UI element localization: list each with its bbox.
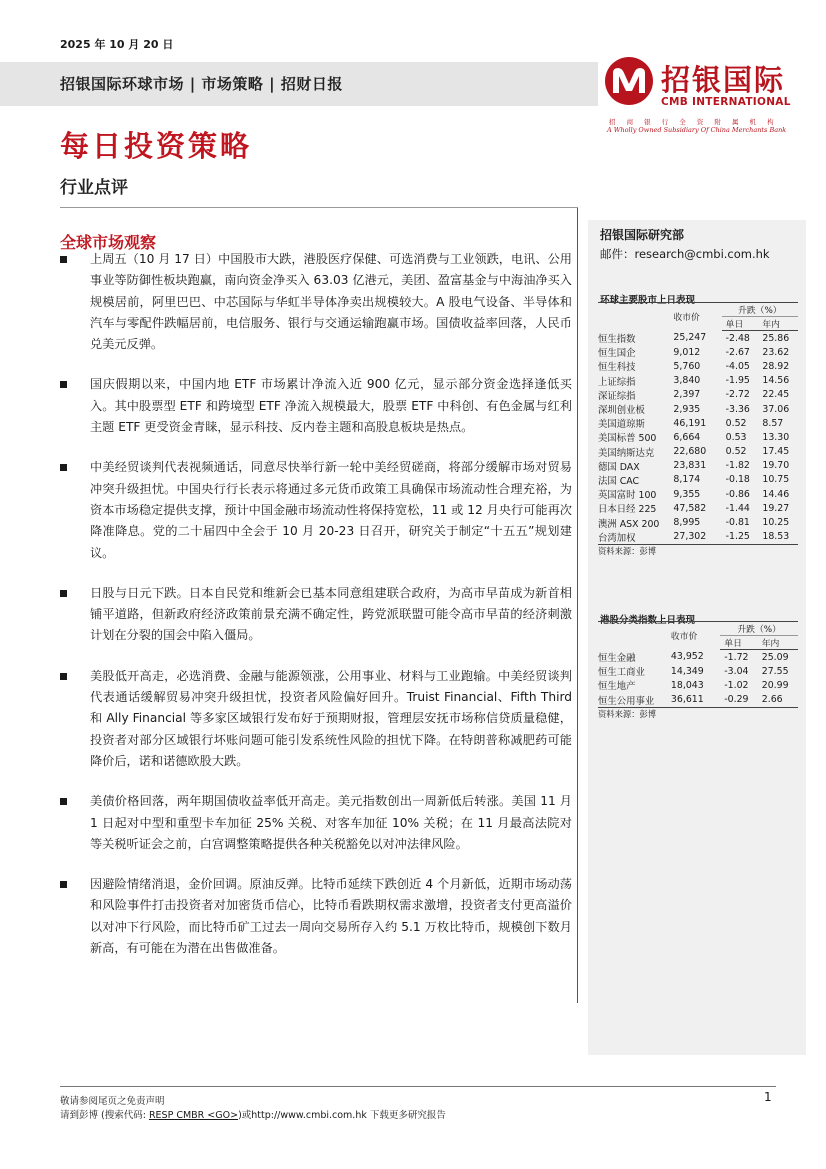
- list-item: [60, 666, 572, 772]
- ytd-change: 19.27: [762, 502, 790, 514]
- bullet-square-icon: [60, 673, 67, 680]
- ytd-change: 8.57: [762, 417, 784, 429]
- table-row: [598, 515, 798, 529]
- close-value: 2,935: [673, 403, 701, 415]
- disclaimer-note: 敬请参阅尾页之免责声明: [60, 1096, 165, 1107]
- close-value: 3,840: [673, 375, 701, 387]
- day-change: -0.18: [725, 474, 750, 486]
- footer-divider: [60, 1086, 776, 1087]
- close-value: 8,174: [673, 474, 701, 486]
- day-change: -0.86: [725, 488, 750, 500]
- day-change: -0.81: [725, 517, 750, 529]
- day-change: -0.29: [720, 693, 759, 708]
- day-change: -2.67: [725, 346, 750, 358]
- day-change: -1.82: [725, 460, 750, 472]
- close-value: 6,664: [673, 431, 701, 443]
- table-source: 资料来源：彭博: [598, 709, 657, 720]
- footer-middle: )或: [238, 1110, 252, 1121]
- close-value: 9,355: [673, 488, 701, 500]
- close-value: 46,191: [673, 417, 707, 429]
- index-name: 澳洲 ASX 200: [598, 518, 660, 530]
- ytd-change: 10.75: [762, 474, 790, 486]
- divider: [60, 207, 578, 208]
- research-dept: 招银国际研究部: [600, 228, 685, 242]
- table-row: [598, 693, 798, 708]
- list-item: [60, 583, 572, 647]
- close-value: 9,012: [673, 346, 701, 358]
- day-change: -1.02: [724, 679, 749, 691]
- ytd-change: 28.92: [762, 360, 790, 372]
- col-ytd: 年内: [760, 636, 798, 650]
- bullet-square-icon: [60, 381, 67, 388]
- index-name: 德国 DAX: [598, 461, 640, 473]
- table-row: [598, 445, 798, 459]
- global-markets-table: [598, 302, 798, 558]
- footer-suffix: 下载更多研究报告: [366, 1110, 446, 1121]
- ytd-change: 23.62: [762, 346, 790, 358]
- close-value: 25,247: [673, 332, 707, 344]
- table-row: [598, 664, 798, 678]
- close-value: 18,043: [670, 679, 704, 691]
- table-header-row: [598, 622, 798, 636]
- close-value: 23,831: [673, 460, 707, 472]
- bullet-square-icon: [60, 256, 67, 263]
- list-item: [60, 457, 572, 563]
- table-row: [598, 487, 798, 501]
- day-change: -1.44: [725, 502, 750, 514]
- list-item: [60, 791, 572, 855]
- ytd-change: 25.09: [761, 651, 789, 663]
- table-row: [598, 388, 798, 402]
- table-row: [598, 345, 798, 359]
- logo-chinese-name: 招银国际: [661, 63, 786, 97]
- table-header-row: [598, 303, 798, 317]
- ytd-change: 13.30: [762, 431, 790, 443]
- close-value: 47,582: [673, 502, 707, 514]
- bullet-text: 日股与日元下跌。日本自民党和维新会已基本同意组建联合政府，为高市早苗成为新首相铺平道路，但新政府经济政策前景充满不确定性，跨党派联盟可能令高市早苗的经济刺激计划在分裂的国会中陷入僵局。: [90, 585, 572, 643]
- close-value: 8,995: [673, 517, 701, 529]
- table-row: [598, 678, 798, 692]
- list-item: [60, 874, 572, 959]
- bullet-text: 中美经贸谈判代表视频通话，同意尽快举行新一轮中美经贸磋商，将部分缓解市场对贸易冲突升级担忧。中国央行行长表示将通过多元货币政策工具确保市场流动性合理充裕，为资本市场稳定提供支撑，预计中国金融市场流动性将保持宽松，11 或 12 月央行可能再次降准降息。党的二十届四中全会于 10 月 20-23 日召开，研究关于制定“十五五”规划建议。: [90, 460, 572, 560]
- col-close: 收市价: [673, 313, 700, 324]
- index-name: 上证综指: [598, 376, 636, 388]
- list-item: [60, 249, 572, 355]
- ytd-change: 22.45: [762, 389, 790, 401]
- close-value: 2,397: [673, 389, 701, 401]
- section-title: 全球市场观察: [60, 233, 157, 252]
- bullet-text: 上周五（10 月 17 日）中国股市大跌，港股医疗保健、可选消费与工业领跌，电讯、公用事业等防御性板块跑赢，南向资金净买入 63.03 亿港元，美团、盈富基金与中海油净买入规模居前，阿里巴巴、中芯国际与华虹半导体净卖出规模较大。A 股电气设备、半导体和汽车与零配件跌幅居前，电信服务、银行与交通运输跑赢市场。国债收益率回落，人民币兑美元反弹。: [90, 252, 572, 352]
- day-change: -2.48: [725, 332, 750, 344]
- hk-table-title: 港股分类指数上日表现: [600, 615, 696, 626]
- close-value: 43,952: [670, 651, 704, 663]
- index-name: 恒生地产: [598, 681, 636, 693]
- logo-subtitle-en: A Wholly Owned Subsidiary Of China Merchants Bank: [607, 126, 787, 134]
- index-name: 深圳创业板: [598, 405, 645, 417]
- col-change: 升跌（%）: [722, 303, 798, 317]
- report-date: 2025 年 10 月 20 日: [60, 38, 174, 51]
- day-change: -1.25: [722, 530, 761, 545]
- bullet-square-icon: [60, 798, 67, 805]
- breadcrumb: 招银国际环球市场 | 市场策略 | 招财日报: [60, 75, 343, 93]
- ytd-change: 18.53: [760, 530, 798, 545]
- day-change: -3.04: [724, 665, 749, 677]
- footer-prefix: 请到彭博 (搜索代码:: [60, 1110, 149, 1121]
- index-name: 恒生公用事业: [598, 693, 657, 708]
- day-change: 0.52: [725, 446, 747, 458]
- close-value: 22,680: [673, 446, 707, 458]
- table-row: [598, 530, 798, 545]
- index-name: 恒生金融: [598, 652, 636, 664]
- index-name: 台湾加权: [598, 530, 659, 545]
- ytd-change: 37.06: [762, 403, 790, 415]
- footer-download-note: [60, 1107, 446, 1121]
- index-name: 恒生指数: [598, 333, 636, 345]
- day-change: -1.72: [724, 651, 749, 663]
- day-change: -3.36: [725, 403, 750, 415]
- column-divider: [577, 208, 578, 1003]
- list-item: [60, 374, 572, 438]
- table-row: [598, 402, 798, 416]
- day-change: 0.53: [725, 431, 747, 443]
- ytd-change: 27.55: [761, 665, 789, 677]
- table-row: [598, 650, 798, 665]
- index-name: 美国道琼斯: [598, 419, 645, 431]
- day-change: -1.95: [725, 375, 750, 387]
- table-row: [598, 501, 798, 515]
- index-name: 恒生国企: [598, 348, 636, 360]
- hk-sector-table: [598, 621, 798, 721]
- bloomberg-code-link[interactable]: RESP CMBR <GO>: [148, 1110, 239, 1121]
- col-day: 单日: [720, 636, 759, 650]
- col-ytd: 年内: [760, 317, 798, 331]
- page-title: 每日投资策略: [60, 129, 253, 163]
- col-day: 单日: [722, 317, 761, 331]
- close-value: 36,611: [657, 693, 720, 708]
- ytd-change: 17.45: [762, 446, 790, 458]
- day-change: -2.72: [725, 389, 750, 401]
- bullet-text: 美股低开高走，必选消费、金融与能源领涨，公用事业、材料与工业跑输。中美经贸谈判代表通话缓解贸易冲突升级担忧，投资者风险偏好回升。Truist Financial、Fifth Third 和 Ally Financial 等多家区域银行发布好于预期财报，管理层安抚市场称信贷质量稳健，投资者对部分区域银行坏账问题可能引发系统性风险的担忧下降。在特朗普称减肥药可能降价后，诺和诺德欧股大跌。: [90, 668, 572, 768]
- research-email[interactable]: 邮件：research@cmbi.com.hk: [600, 247, 770, 261]
- table-row: [598, 331, 798, 346]
- bullet-square-icon: [60, 464, 67, 471]
- ytd-change: 2.66: [760, 693, 798, 708]
- table-row: [598, 359, 798, 373]
- index-name: 美国纳斯达克: [598, 447, 655, 459]
- day-change: -4.05: [725, 360, 750, 372]
- ytd-change: 20.99: [761, 679, 789, 691]
- table-row: [598, 430, 798, 444]
- bullet-text: 国庆假期以来，中国内地 ETF 市场累计净流入近 900 亿元，显示部分资金选择逢低买入。其中股票型 ETF 和跨境型 ETF 净流入规模最大，股票 ETF 中科创、有色金属与红利主题 ETF 更受资金青睐，显示科技、反内卷主题和高股息板块是热点。: [90, 377, 572, 435]
- table-source: 资料来源：彭博: [598, 546, 657, 557]
- bullet-list: [60, 249, 572, 959]
- table-row: [598, 416, 798, 430]
- logo-english-name: CMB INTERNATIONAL: [661, 96, 791, 108]
- page-subtitle: 行业点评: [60, 178, 128, 198]
- bullet-text: 美债价格回落，两年期国债收益率低开高走。美元指数创出一周新低后转涨。美国 11 月 1 日起对中型和重型卡车加征 25% 关税、对客车加征 10% 关税；在 11 月最高法院对等关税听证会之前，白宫调整策略提供各种关税豁免以对冲法律风险。: [90, 794, 572, 851]
- close-value: 5,760: [673, 360, 701, 372]
- bullet-square-icon: [60, 590, 67, 597]
- logo-subtitle-cn: 招 商 银 行 全 资 附 属 机 构: [609, 118, 779, 126]
- col-close: 收市价: [670, 632, 698, 643]
- global-table-title: 环球主要股市上日表现: [600, 295, 696, 306]
- website-link[interactable]: http://www.cmbi.com.hk: [251, 1110, 367, 1121]
- col-change: 升跌（%）: [720, 622, 798, 636]
- index-name: 日本日经 225: [598, 504, 657, 516]
- bullet-text: 因避险情绪消退，金价回调。原油反弹。比特币延续下跌创近 4 个月新低，近期市场动荡和风险事件打击投资者对加密货币信心，比特币看跌期权需求激增，投资者支付更高溢价以对冲下行风险，而比特币矿工过去一周向交易所存入约 5.1 万枚比特币，规模创下数月新高，有可能在为潜在出售做准备。: [90, 877, 572, 956]
- ytd-change: 14.56: [762, 375, 790, 387]
- ytd-change: 14.46: [762, 488, 790, 500]
- close-value: 27,302: [659, 530, 721, 545]
- ytd-change: 19.70: [762, 460, 790, 472]
- index-name: 美国标普 500: [598, 433, 657, 445]
- close-value: 14,349: [670, 665, 704, 677]
- ytd-change: 10.25: [762, 517, 790, 529]
- index-name: 深证综指: [598, 390, 636, 402]
- table-row: [598, 374, 798, 388]
- bullet-square-icon: [60, 881, 67, 888]
- table-row: [598, 459, 798, 473]
- cmbi-logo-icon: [604, 56, 654, 106]
- index-name: 恒生科技: [598, 362, 636, 374]
- ytd-change: 25.86: [762, 332, 790, 344]
- index-name: 恒生工商业: [598, 667, 645, 679]
- table-row: [598, 473, 798, 487]
- index-name: 法国 CAC: [598, 475, 640, 487]
- index-name: 英国富时 100: [598, 490, 657, 502]
- page-number: 1: [764, 1090, 772, 1104]
- day-change: 0.52: [725, 417, 747, 429]
